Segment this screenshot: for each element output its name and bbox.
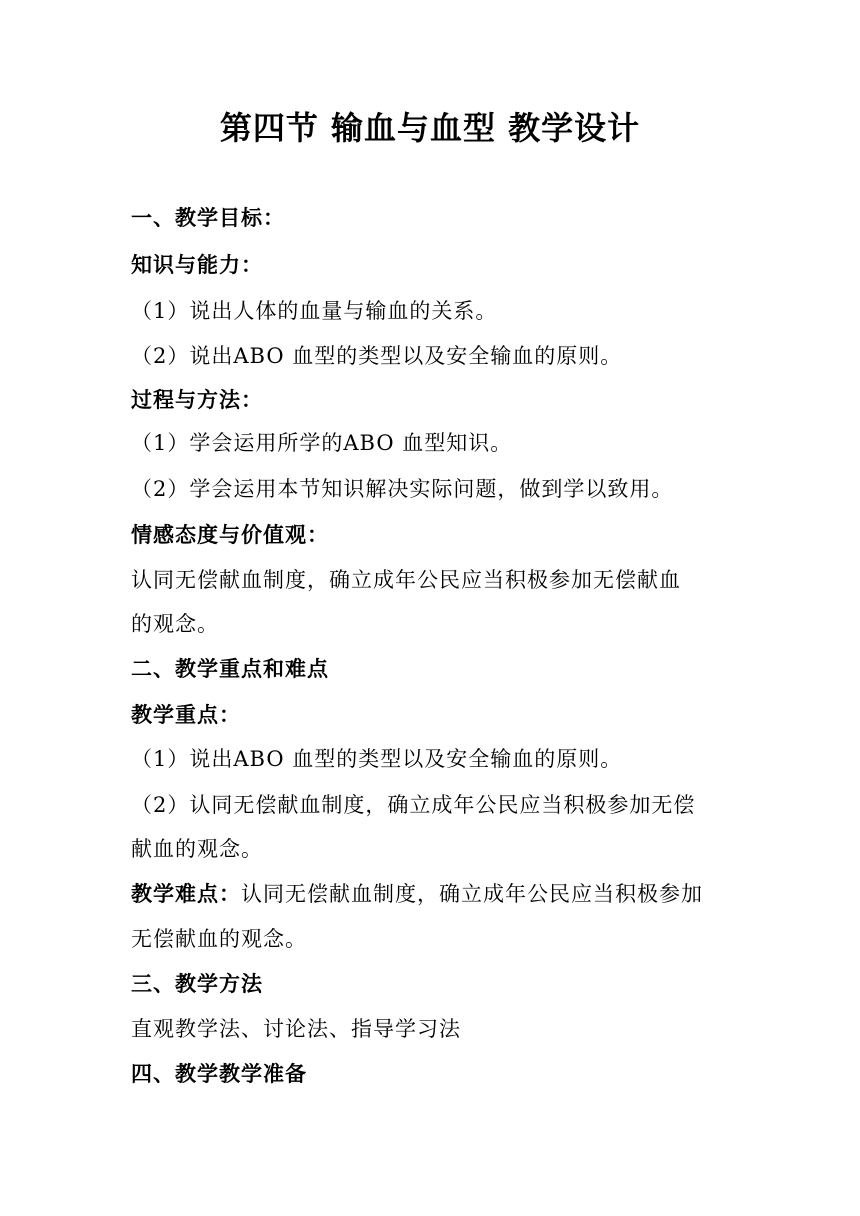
key-item-2: （2）认同无偿献血制度，确立成年公民应当积极参加无偿 bbox=[131, 793, 696, 817]
section-heading-key-points: 二、教学重点和难点 bbox=[131, 657, 329, 681]
subheading-key: 教学重点： bbox=[131, 703, 241, 727]
difficulty-label: 教学难点： bbox=[131, 882, 241, 906]
process-item-2: （2）学会运用本节知识解决实际问题，做到学以致用。 bbox=[131, 477, 674, 501]
section-heading-methods: 三、教学方法 bbox=[131, 972, 263, 996]
subheading-emotion: 情感态度与价值观： bbox=[131, 523, 329, 547]
knowledge-item-2: （2）说出ABO 血型的类型以及安全输血的原则。 bbox=[131, 344, 623, 368]
emotion-text-line-1: 认同无偿献血制度，确立成年公民应当积极参加无偿献血 bbox=[131, 568, 681, 592]
difficulty-line-1 bbox=[131, 879, 731, 909]
subheading-knowledge: 知识与能力： bbox=[131, 253, 263, 277]
emotion-text-line-2: 的观念。 bbox=[131, 612, 219, 636]
process-item-1: （1）学会运用所学的ABO 血型知识。 bbox=[131, 431, 513, 455]
key-item-2-continuation: 献血的观念。 bbox=[131, 837, 263, 861]
difficulty-line-2: 无偿献血的观念。 bbox=[131, 927, 307, 951]
section-heading-objectives: 一、教学目标： bbox=[131, 206, 285, 230]
difficulty-text: 认同无偿献血制度，确立成年公民应当积极参加 bbox=[241, 882, 703, 906]
key-item-1: （1）说出ABO 血型的类型以及安全输血的原则。 bbox=[131, 747, 623, 771]
methods-text: 直观教学法、讨论法、指导学习法 bbox=[131, 1017, 461, 1041]
knowledge-item-1: （1）说出人体的血量与输血的关系。 bbox=[131, 299, 498, 323]
document-title: 第四节 输血与血型 教学设计 bbox=[219, 109, 641, 147]
section-heading-preparation: 四、教学教学准备 bbox=[131, 1062, 307, 1086]
subheading-process: 过程与方法： bbox=[131, 388, 263, 412]
